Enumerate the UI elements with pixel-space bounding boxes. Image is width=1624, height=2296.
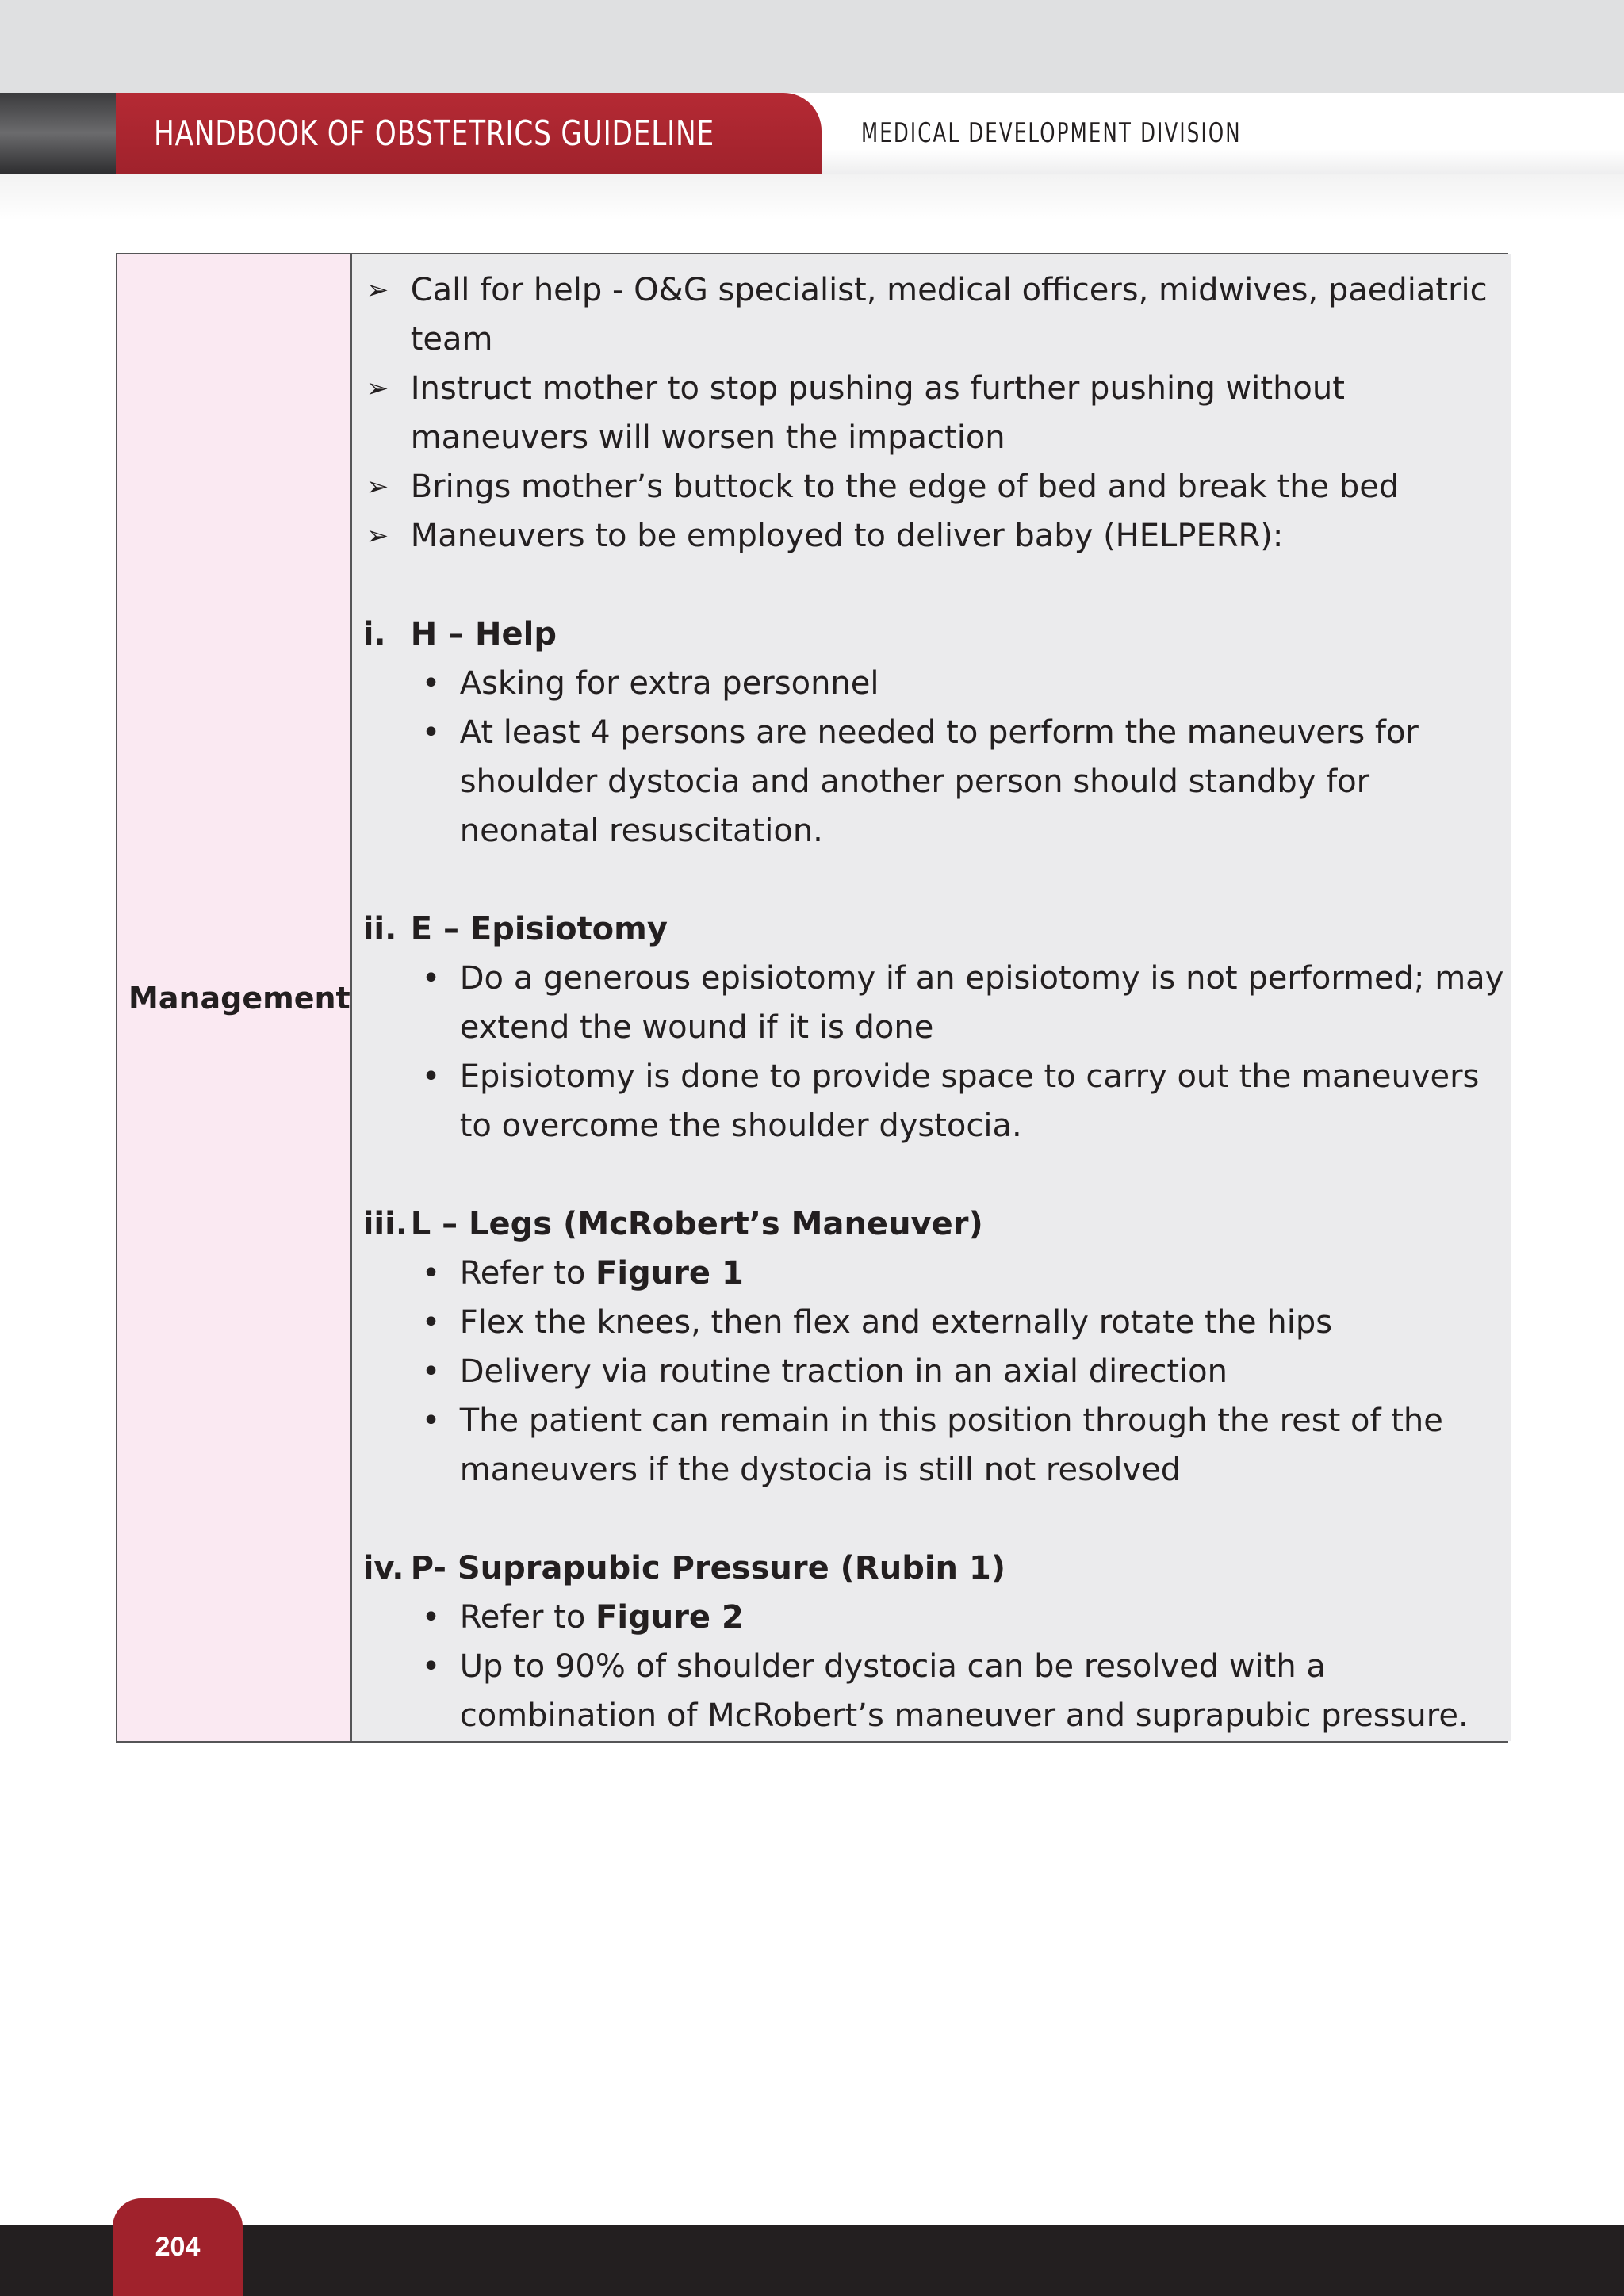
bullet-list-item bbox=[362, 1052, 1504, 1150]
bullet-dot-icon: • bbox=[421, 960, 441, 997]
figure-reference: Figure 2 bbox=[596, 1599, 744, 1636]
handbook-title: HANDBOOK OF OBSTETRICS GUIDELINE bbox=[154, 113, 714, 154]
bullet-text: Asking for extra personnel bbox=[459, 665, 879, 702]
bullet-dot-icon: • bbox=[421, 1255, 441, 1292]
header-title-tab bbox=[116, 93, 822, 174]
label-cell bbox=[117, 254, 352, 1741]
arrow-item-text: team bbox=[410, 321, 493, 358]
content-cell bbox=[352, 254, 1512, 1741]
bullet-text: Up to 90% of shoulder dystocia can be resolved with a bbox=[459, 1648, 1326, 1685]
bullet-text: combination of McRobert’s maneuver and suprapubic pressure. bbox=[459, 1697, 1469, 1734]
section-heading bbox=[362, 905, 1504, 954]
arrow-list-item bbox=[362, 511, 1504, 561]
arrow-item-text: Instruct mother to stop pushing as further pushing without bbox=[410, 370, 1345, 407]
footer-band bbox=[0, 2225, 1624, 2296]
arrow-list-item bbox=[362, 462, 1504, 511]
arrow-bullet-icon: ➢ bbox=[366, 373, 389, 404]
bullet-dot-icon: • bbox=[421, 665, 441, 702]
guideline-table bbox=[116, 253, 1508, 1743]
bullet-list-item bbox=[362, 954, 1504, 1052]
section-spacer bbox=[362, 855, 1504, 905]
figure-reference: Figure 1 bbox=[596, 1255, 744, 1292]
section-title: L – Legs (McRobert’s Maneuver) bbox=[410, 1206, 983, 1242]
row-label: Management bbox=[128, 980, 350, 1016]
division-name: MEDICAL DEVELOPMENT DIVISION bbox=[861, 117, 1242, 149]
bullet-text: Delivery via routine traction in an axial direction bbox=[459, 1353, 1228, 1390]
section-numeral: ii. bbox=[362, 911, 397, 947]
section-heading bbox=[362, 610, 1504, 659]
bullet-list-item bbox=[362, 1642, 1504, 1740]
section-title: H – Help bbox=[410, 616, 557, 652]
section-numeral: iii. bbox=[362, 1206, 408, 1242]
section-numeral: iv. bbox=[362, 1550, 404, 1586]
arrow-list-item bbox=[362, 364, 1504, 462]
bullet-text: maneuvers if the dystocia is still not resolved bbox=[459, 1452, 1182, 1488]
bullet-list-item bbox=[362, 1249, 1504, 1298]
section-spacer bbox=[362, 1150, 1504, 1200]
header-dark-block bbox=[0, 93, 117, 174]
bullet-text: The patient can remain in this position through the rest of the bbox=[459, 1402, 1443, 1439]
arrow-item-text: Call for help - O&G specialist, medical officers, midwives, paediatric bbox=[410, 272, 1488, 308]
bullet-text: Episiotomy is done to provide space to carry out the maneuvers bbox=[459, 1058, 1480, 1095]
bullet-list-item bbox=[362, 1396, 1504, 1494]
bullet-text: At least 4 persons are needed to perform the maneuvers for bbox=[459, 714, 1419, 751]
arrow-bullet-icon: ➢ bbox=[366, 274, 389, 306]
bullet-list-item bbox=[362, 1298, 1504, 1347]
section-numeral: i. bbox=[362, 616, 386, 652]
bullet-text: shoulder dystocia and another person should standby for bbox=[459, 763, 1370, 800]
page-number: 204 bbox=[155, 2232, 201, 2262]
bullet-dot-icon: • bbox=[421, 1402, 441, 1439]
section-heading bbox=[362, 1544, 1504, 1593]
arrow-item-text: Brings mother’s buttock to the edge of bed and break the bed bbox=[410, 469, 1400, 505]
section-spacer bbox=[362, 1494, 1504, 1544]
bullet-dot-icon: • bbox=[421, 1304, 441, 1341]
bullet-text: Flex the knees, then flex and externally rotate the hips bbox=[459, 1304, 1333, 1341]
section-title: P- Suprapubic Pressure (Rubin 1) bbox=[410, 1550, 1006, 1586]
arrow-list-item bbox=[362, 266, 1504, 364]
figure-ref-prefix: Refer to bbox=[459, 1599, 596, 1636]
arrow-item-text: maneuvers will worsen the impaction bbox=[410, 419, 1005, 456]
bullet-dot-icon: • bbox=[421, 714, 441, 751]
bullet-text bbox=[362, 1593, 1504, 1642]
bullet-dot-icon: • bbox=[421, 1058, 441, 1095]
bullet-dot-icon: • bbox=[421, 1353, 441, 1390]
figure-ref-prefix: Refer to bbox=[459, 1255, 596, 1292]
section-spacer bbox=[362, 561, 1504, 610]
bullet-text bbox=[362, 1249, 1504, 1298]
header-top-band bbox=[0, 0, 1624, 95]
arrow-bullet-icon: ➢ bbox=[366, 520, 389, 552]
bullet-dot-icon: • bbox=[421, 1599, 441, 1636]
section-heading bbox=[362, 1200, 1504, 1249]
bullet-text: extend the wound if it is done bbox=[459, 1009, 934, 1046]
arrow-item-text: Maneuvers to be employed to deliver baby (HELPERR): bbox=[410, 518, 1284, 554]
bullet-list-item bbox=[362, 708, 1504, 855]
header-shadow bbox=[0, 174, 1624, 221]
bullet-text: to overcome the shoulder dystocia. bbox=[459, 1108, 1022, 1144]
bullet-list-item bbox=[362, 1593, 1504, 1642]
bullet-dot-icon: • bbox=[421, 1648, 441, 1685]
section-title: E – Episiotomy bbox=[410, 911, 668, 947]
bullet-text: neonatal resuscitation. bbox=[459, 813, 823, 849]
bullet-list-item bbox=[362, 659, 1504, 708]
bullet-list-item bbox=[362, 1347, 1504, 1396]
bullet-text: Do a generous episiotomy if an episiotomy is not performed; may bbox=[459, 960, 1504, 997]
page-number-tab bbox=[113, 2198, 243, 2296]
arrow-bullet-icon: ➢ bbox=[366, 471, 389, 503]
